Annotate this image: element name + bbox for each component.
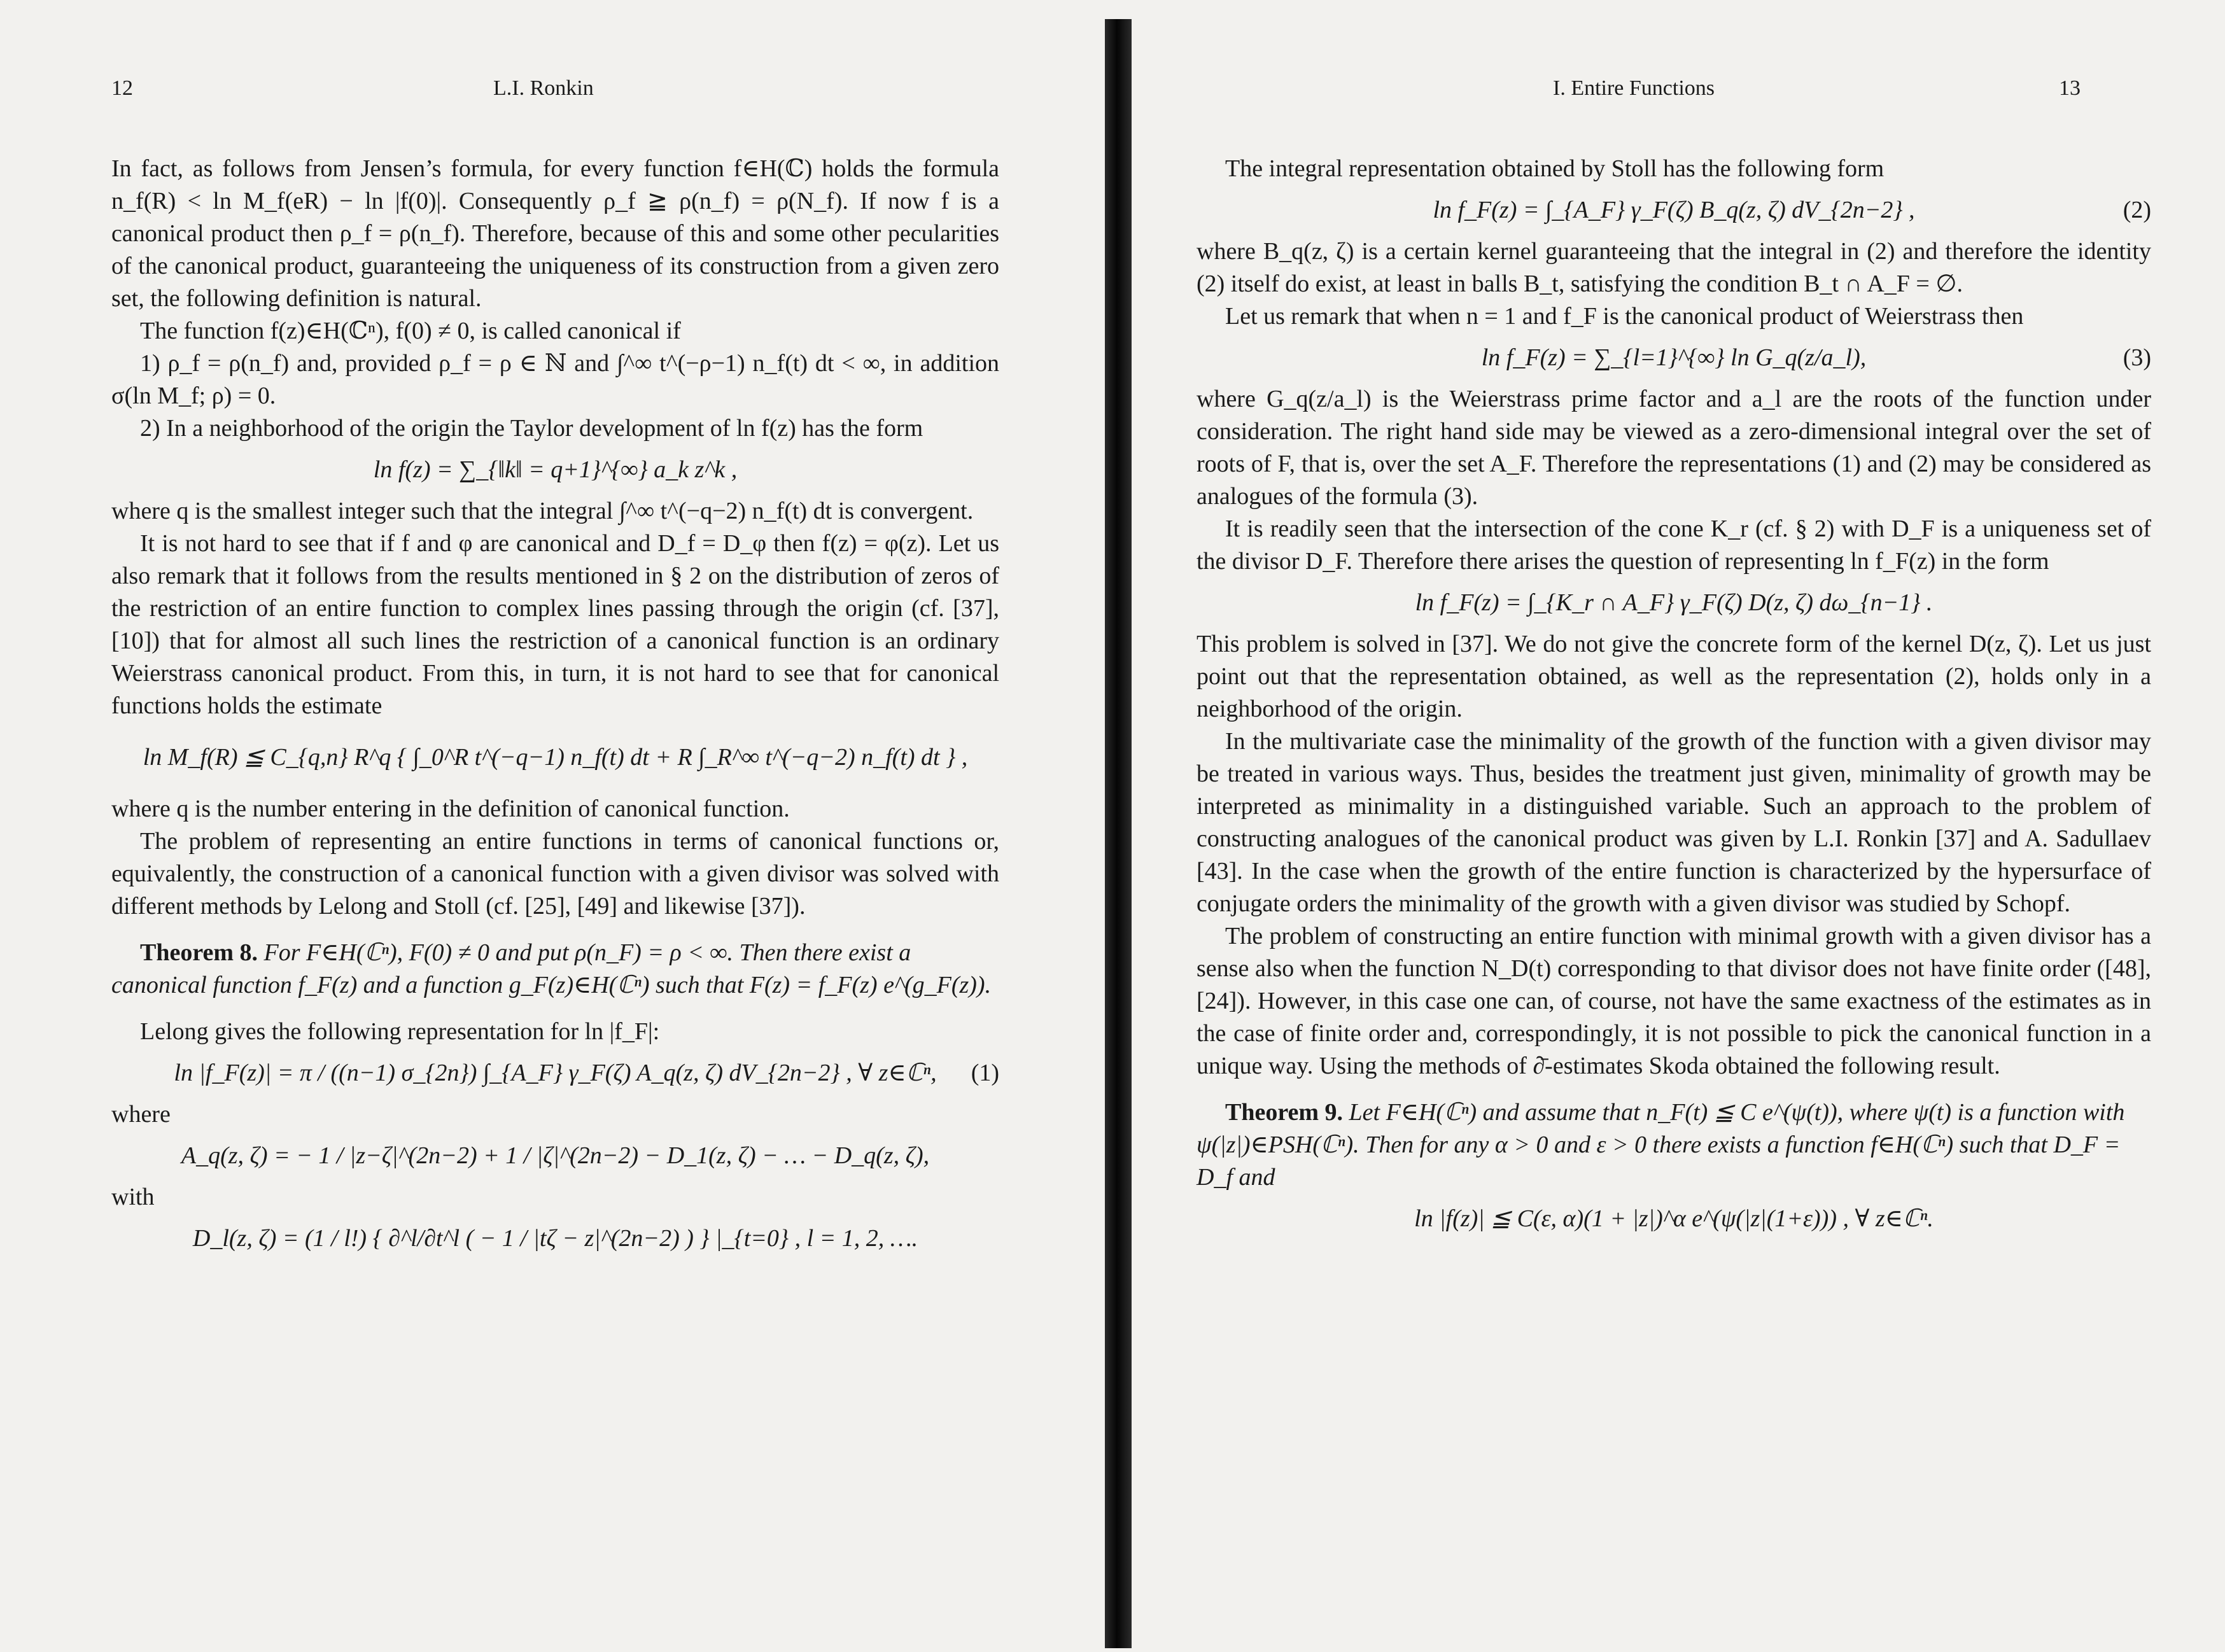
equation-1 bbox=[111, 1057, 999, 1089]
equation: ln M_f(R) ≦ C_{q,n} R^q { ∫_0^R t^(−q−1) n_f(t) dt + R ∫_R^∞ t^(−q−2) n_f(t) dt } , bbox=[143, 744, 968, 771]
paragraph: 1) ρ_f = ρ(n_f) and, provided ρ_f = ρ ∈ ℕ and ∫^∞ t^(−ρ−1) n_f(t) dt < ∞, in addition σ(ln M_f; ρ) = 0. bbox=[111, 350, 999, 409]
equation-3 bbox=[1197, 342, 2151, 374]
paragraph: Let us remark that when n = 1 and f_F is the canonical product of Weierstrass then bbox=[1225, 303, 2024, 330]
theorem-9 bbox=[1197, 1096, 2151, 1194]
equation: D_l(z, ζ) = (1 / l!) { ∂^l/∂t^l ( − 1 / |tζ − z|^(2n−2) ) } |_{t=0} , l = 1, 2, …. bbox=[192, 1225, 918, 1252]
equation: A_q(z, ζ) = − 1 / |z−ζ|^(2n−2) + 1 / |ζ|^(2n−2) − D_1(z, ζ) − … − D_q(z, ζ), bbox=[181, 1142, 930, 1169]
left-page bbox=[0, 0, 1107, 1652]
paragraph: where B_q(z, ζ) is a certain kernel guaranteeing that the integral in (2) and therefore the identity (2) itself do exist, at least in balls B_t, satisfying the condition B_t ∩ A_F = ∅. bbox=[1197, 238, 2151, 297]
equation-number: (1) bbox=[971, 1060, 999, 1086]
equation-2 bbox=[1197, 194, 2151, 227]
paragraph: 2) In a neighborhood of the origin the Taylor development of ln f(z) has the form bbox=[140, 415, 923, 442]
theorem-statement: For F∈H(ℂⁿ), F(0) ≠ 0 and put ρ(n_F) = ρ < ∞. Then there exist a canonical function f_F(z) and a function g_F(z)∈H(ℂⁿ) such that F(z) = f_F(z) e^(g_F(z)). bbox=[111, 939, 992, 998]
theorem-heading: Theorem 8. bbox=[140, 939, 258, 966]
text-column bbox=[111, 153, 999, 1264]
text-column bbox=[1197, 153, 2151, 1244]
paragraph: The integral representation obtained by Stoll has the following form bbox=[1225, 155, 1885, 182]
equation-number: (3) bbox=[2123, 344, 2151, 371]
equation: ln |f(z)| ≦ C(ε, α)(1 + |z|)^α e^(ψ(|z|(1+ε))) , ∀ z∈ℂⁿ. bbox=[1414, 1205, 1934, 1232]
paragraph: with bbox=[111, 1184, 155, 1210]
paragraph: where q is the smallest integer such that the integral ∫^∞ t^(−q−2) n_f(t) dt is convergent. bbox=[111, 498, 974, 524]
equation-body: ln f_F(z) = ∑_{l=1}^{∞} ln G_q(z/a_l), bbox=[1481, 344, 1867, 371]
paragraph: where q is the number entering in the definition of canonical function. bbox=[111, 795, 790, 822]
paragraph: The problem of representing an entire functions in terms of canonical functions or, equivalently, the construction of a canonical function with a given divisor was solved with different methods by Lelong and Stoll (cf. [25], [49] and likewise [37]). bbox=[111, 828, 999, 920]
paragraph: where bbox=[111, 1101, 171, 1128]
page-number: 12 bbox=[111, 76, 133, 100]
paragraph: Lelong gives the following representation for ln |f_F|: bbox=[140, 1018, 660, 1045]
equation-body: ln f_F(z) = ∫_{A_F} γ_F(ζ) B_q(z, ζ) dV_{2n−2} , bbox=[1433, 197, 1915, 223]
theorem-statement: Let F∈H(ℂⁿ) and assume that n_F(t) ≦ C e^(ψ(t)), where ψ(t) is a function with ψ(|z|)∈PSH(ℂⁿ). Then for any α > 0 and ε > 0 there exists a function f∈H(ℂⁿ) such that D_F = D_f and bbox=[1197, 1099, 2125, 1191]
equation: ln f_F(z) = ∫_{K_r ∩ A_F} γ_F(ζ) D(z, ζ) dω_{n−1} . bbox=[1415, 589, 1933, 616]
paragraph: It is readily seen that the intersection of the cone K_r (cf. § 2) with D_F is a uniqueness set of the divisor D_F. Therefore there arises the question of representing ln f_F(z) in the form bbox=[1197, 515, 2151, 575]
equation-body: ln |f_F(z)| = π / ((n−1) σ_{2n}) ∫_{A_F} γ_F(ζ) A_q(z, ζ) dV_{2n−2} , ∀ z∈ℂⁿ, bbox=[174, 1060, 937, 1086]
right-page bbox=[1127, 0, 2225, 1652]
theorem-heading: Theorem 9. bbox=[1225, 1099, 1344, 1126]
paragraph: It is not hard to see that if f and φ are canonical and D_f = D_φ then f(z) = φ(z). Let us also remark that it follows from the results mentioned in § 2 on the distribution of zeros of the restriction of an entire function to complex lines passing through the origin (cf. [37], [10]) that for almost all such lines the restriction of a canonical function is an ordinary Weierstrass canonical product. From this, in turn, it is not hard to see that for canonical functions holds the estimate bbox=[111, 530, 999, 719]
running-head: L.I. Ronkin bbox=[493, 76, 594, 100]
equation-number: (2) bbox=[2123, 197, 2151, 223]
running-head: I. Entire Functions bbox=[1553, 76, 1715, 100]
paragraph: In fact, as follows from Jensen’s formula, for every function f∈H(ℂ) holds the formula n_f(R) < ln M_f(eR) − ln |f(0)|. Consequently ρ_f ≧ ρ(n_f) = ρ(N_f). If now f is a canonical product then ρ_f = ρ(n_f). Therefore, because of this and some other pecularities of the canonical product, guaranteeing the uniqueness of its construction from a given zero set, the following definition is natural. bbox=[111, 155, 999, 312]
paragraph: The function f(z)∈H(ℂⁿ), f(0) ≠ 0, is called canonical if bbox=[140, 318, 681, 344]
page-number: 13 bbox=[2059, 76, 2081, 100]
paragraph: where G_q(z/a_l) is the Weierstrass prime factor and a_l are the roots of the function under consideration. The right hand side may be viewed as a zero-dimensional integral over the set of roots of F, that is, over the set A_F. Therefore the representations (1) and (2) may be considered as analogues of the formula (3). bbox=[1197, 386, 2151, 510]
equation: ln f(z) = ∑_{‖k‖ = q+1}^{∞} a_k z^k , bbox=[373, 456, 738, 483]
paragraph: This problem is solved in [37]. We do not give the concrete form of the kernel D(z, ζ). Let us just point out that the representation obtained, as well as the representation (2), holds only in a neighborhood of the origin. bbox=[1197, 631, 2151, 722]
theorem-8 bbox=[111, 937, 999, 1002]
paragraph: In the multivariate case the minimality of the growth of the function with a given divisor may be treated in various ways. Thus, besides the treatment just given, minimality of growth may be interpreted as minimality in a distinguished variable. Such an approach to the problem of constructing analogues of the canonical product was given by L.I. Ronkin [37] and A. Sadullaev [43]. In the case when the growth of the entire function is characterized by the hypersurface of conjugate orders the minimality of the growth with a given divisor was studied by Schopf. bbox=[1197, 728, 2151, 917]
paragraph: The problem of constructing an entire function with minimal growth with a given divisor has a sense also when the function N_D(t) corresponding to that divisor does not have finite order ([48], [24]). However, in this case one can, of course, not have the same exactness of the estimates as in the case of finite order and, correspondingly, it is not possible to pick the canonical function in a unique way. Using the methods of ∂̄-estimates Skoda obtained the following result. bbox=[1197, 923, 2151, 1079]
